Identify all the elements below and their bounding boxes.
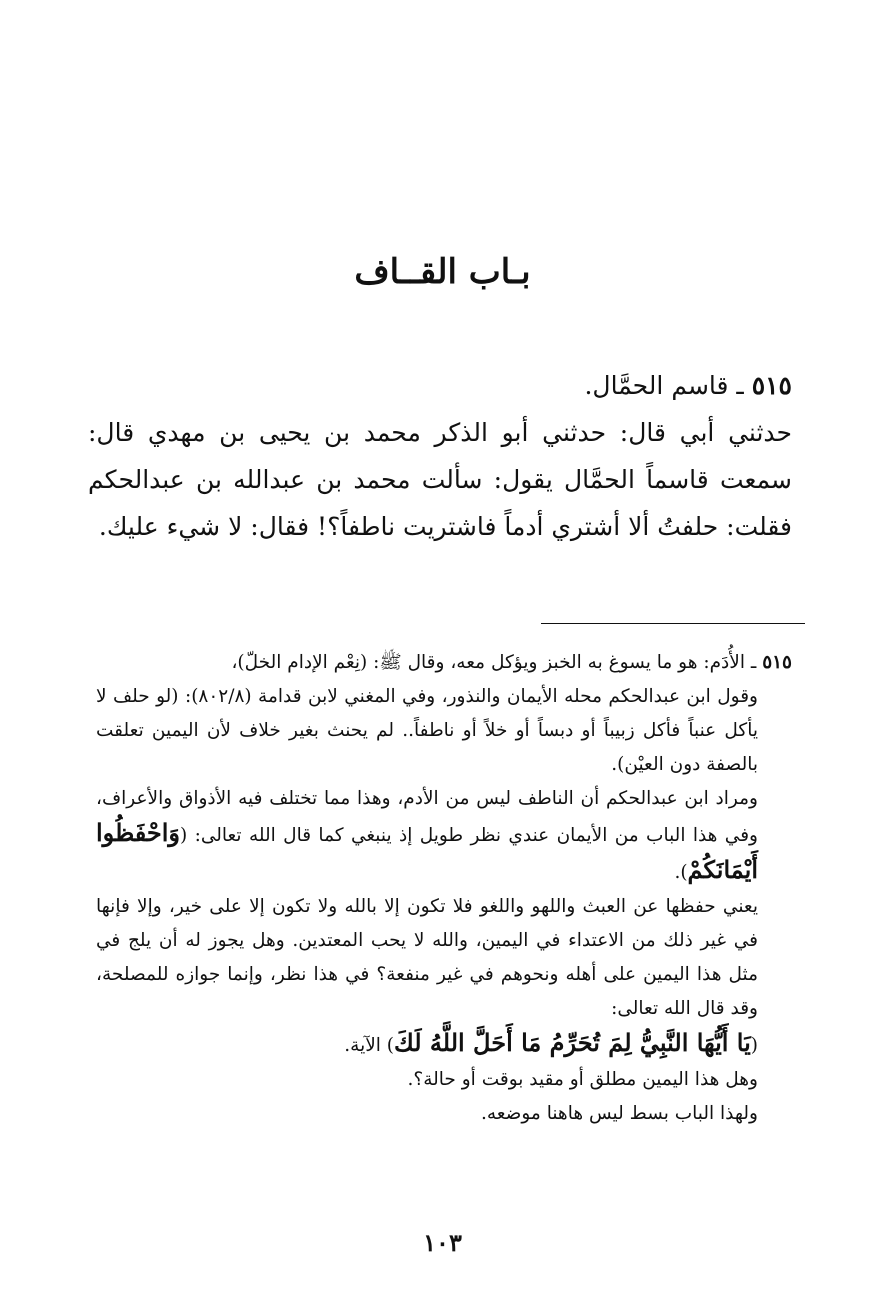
entry-name: قاسم الحمَّال. [584,371,729,400]
footnote-line: تعالى: ( [180,825,242,846]
footnote-line: وقول ابن عبدالحكم محله الأيمان والنذور، وفي المغني لابن قدامة (٨٠٢/٨): [184,686,758,707]
entry-line: حدثني أبي قال: حدثني أبو الذكر محمد بن يحيى بن مهدي قال: سمعت [88,418,792,494]
footnote-paragraph [96,1026,792,1063]
footnote-separator [541,623,805,624]
entry-line: قاسماً الحمَّال يقول: سألت محمد بن عبدالله بن عبدالحكم فقلت: حلفتُ [88,465,792,541]
footnote-number: ٥١٥ [762,652,792,673]
entry-heading [88,362,792,409]
footnote-paragraph [96,646,792,680]
footnote-line: هذا نظر، وإنما جوازه للمصلحة، وقد قال الله تعالى: [96,964,758,1019]
footnote-line: الأُدَم: هو ما يسوغ به الخبز ويؤكل معه، وقال ﷺ: (نِعْم الإدام الخلّ)، [231,652,745,673]
footnote-dash: ـ [750,652,757,673]
footnote-paragraph [96,1097,792,1131]
footnote-paragraph [96,680,792,782]
footnote-paragraph [96,890,792,1026]
footnote-line: ومراد ابن عبدالحكم أن الناطف ليس من الأدم، وهذا مما تختلف فيه الأذواق [178,788,758,809]
entry-body [88,409,792,550]
footnote-line: وهل يجوز له أن يلج في مثل هذا اليمين على أهله ونحوهم في غير منفعة؟ في [96,930,758,985]
main-entry [88,362,792,550]
entry-dash: ـ [736,371,744,400]
entry-line: ألا أشتري أدماً فاشتريت ناطفاً؟! فقال: لا شيء عليك. [98,512,650,541]
chapter-title: بـاب القــاف [354,252,531,292]
footnote-line: خلاف لأن اليمين تعلقت بالصفة دون العيْن). [96,720,758,775]
footnote-paragraph [96,782,792,890]
page-number: ١٠٣ [423,1228,462,1257]
quran-verse: يَا أَيُّهَا النَّبِيُّ لِمَ تُحَرِّمُ مَا أَحَلَّ اللَّهُ لَكَ [394,1028,751,1057]
footnote-line: ( [750,1035,758,1056]
footnote-line: (لو حلف لا يأكل عنباً فأكل زبيباً أو دبساً أو خلاً أو ناطفاً.. لم يحنث بغير [96,686,758,741]
footnote-line: ) الآية. [344,1035,395,1056]
footnote-line: ولهذا الباب بسط ليس هاهنا موضعه. [480,1103,758,1124]
quran-verse: وَاحْفَظُوا أَيْمَانَكُمْ [96,818,758,884]
footnote-paragraph [96,1063,792,1097]
footnote-line: يعني حفظها عن العبث واللهو واللغو فلا تكون إلا بالله ولا تكون إلا على [209,896,758,917]
footnote-line: والأعراف، وفي هذا الباب من الأيمان عندي نظر طويل إذ ينبغي كما قال الله [96,788,758,846]
entry-number: ٥١٥ [751,371,792,400]
footnote-line: وهل هذا اليمين مطلق أو مقيد بوقت أو حالة؟. [407,1069,758,1090]
footnote-line: ). [674,862,688,883]
footnote-line: خير، وإلا فإنها في غير ذلك من الاعتداء في اليمين، والله لا يحب المعتدين. [96,896,759,951]
footnotes [96,646,792,1131]
